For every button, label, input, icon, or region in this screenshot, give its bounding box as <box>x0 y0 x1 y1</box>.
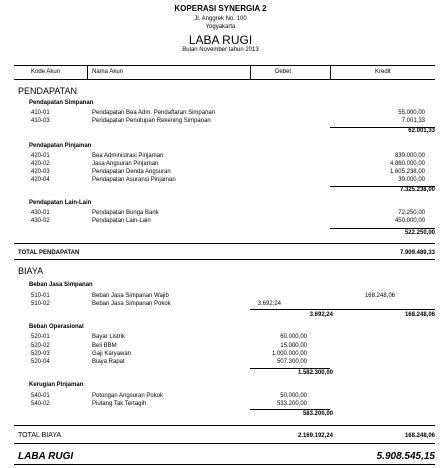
total-rule <box>14 259 435 260</box>
account-code: 420-02 <box>31 161 50 167</box>
account-name: Beban Jasa Simpanan Wajib <box>92 293 169 299</box>
total-rule <box>14 425 435 426</box>
account-name: Pendapatan Bunga Bank <box>92 210 159 216</box>
subtotal-rule <box>250 368 330 369</box>
debit-value: 533.200,00 <box>276 401 307 407</box>
credit-value: 4.860.000,00 <box>389 161 425 167</box>
group-total-credit: 168.248,06 <box>404 312 435 318</box>
account-name: Jasa Angsuran Pinjaman <box>92 161 159 167</box>
subtotal-rule <box>330 228 435 229</box>
laba-rugi-value: 5.908.545,15 <box>376 451 435 462</box>
total-biaya-credit: 168.248,06 <box>404 433 435 439</box>
report-period: Bulan November tahun 2013 <box>182 47 259 53</box>
subtotal-rule <box>250 409 330 410</box>
account-code: 420-04 <box>31 177 50 183</box>
group-title: Pendapatan Lain-Lain <box>29 200 92 206</box>
account-code: 540-02 <box>31 401 50 407</box>
account-code: 430-01 <box>31 210 50 216</box>
group-title: Beban Jasa Simpanan <box>29 282 93 288</box>
credit-value: 168.248,06 <box>364 293 395 299</box>
debit-value: 50.000,00 <box>280 393 307 399</box>
header-bottom-rule <box>14 79 435 80</box>
debit-value: 507.300,00 <box>276 359 307 365</box>
group-total: 522.250,00 <box>404 230 435 236</box>
account-name: Beli BBM <box>92 343 117 349</box>
report-title: LABA RUGI <box>188 33 253 47</box>
account-name: Pendapatan Bea Adm. Pendaftaran Simpanan <box>92 110 216 116</box>
credit-value: 30.000,00 <box>398 177 425 183</box>
account-name: Potongan Angsuran Pokok <box>92 393 164 399</box>
col-header-debit: Debet <box>275 69 292 75</box>
debit-value: 3.692,24 <box>257 301 281 307</box>
group-title: Kerugian Pinjaman <box>29 382 84 388</box>
credit-value: 72.250,00 <box>398 210 425 216</box>
account-code: 510-02 <box>31 301 50 307</box>
account-name: Pendapatan Denda Angsuran <box>92 169 171 175</box>
account-name: Gaji Karyawan <box>92 351 132 357</box>
group-total-debit: 3.692,24 <box>309 312 333 318</box>
account-code: 540-01 <box>31 393 50 399</box>
account-name: Bea Administrasi Pinjaman <box>92 153 164 159</box>
column-divider <box>87 66 88 79</box>
group-title: Beban Operasional <box>29 324 84 330</box>
col-header-credit: Kredit <box>375 69 391 75</box>
col-header-name: Nama Akun <box>92 69 124 75</box>
total-pendapatan-value: 7.909.489,33 <box>399 250 435 256</box>
section-title-biaya: BIAYA <box>18 266 44 276</box>
company-address: Jl. Anggrek No. 100 <box>194 16 247 22</box>
header-top-rule <box>14 65 435 66</box>
account-code: 410-03 <box>31 118 50 124</box>
laba-rugi-label: LABA RUGI <box>18 451 74 462</box>
account-name: Piutang Tak Tertagih <box>92 401 147 407</box>
section-title-pendapatan: PENDAPATAN <box>18 86 78 96</box>
account-name: Pendapatan Asuransi Pinjaman <box>92 177 176 183</box>
group-total: 1.582.300,00 <box>297 370 333 376</box>
account-name: Pendapatan Lain-Lain <box>92 218 151 224</box>
credit-value: 830.000,00 <box>394 153 425 159</box>
group-total: 583.200,00 <box>302 411 333 417</box>
account-code: 430-02 <box>31 218 50 224</box>
credit-value: 450.000,00 <box>394 218 425 224</box>
column-divider <box>250 66 251 79</box>
group-title: Pendapatan Pinjaman <box>29 143 92 149</box>
account-name: Pendapatan Penutupan Rekening Simpanan <box>92 118 211 124</box>
company-city: Yogyakarta <box>205 24 236 30</box>
debit-value: 1.000.000,00 <box>271 351 307 357</box>
debit-value: 15.000,00 <box>280 343 307 349</box>
account-code: 520-03 <box>31 351 50 357</box>
account-code: 510-01 <box>31 293 50 299</box>
column-divider <box>330 66 331 79</box>
account-name: Biaya Rapat <box>92 359 125 365</box>
account-name: Bayar Listrik <box>92 334 126 340</box>
account-code: 420-01 <box>31 153 50 159</box>
group-total: 62.001,33 <box>408 128 435 134</box>
company-name: KOPERASI SYNERGIA 2 <box>174 4 267 13</box>
total-biaya-debit: 2.169.192,24 <box>297 433 333 439</box>
credit-value: 55.000,00 <box>398 110 425 116</box>
subtotal-rule <box>250 309 435 310</box>
account-code: 410-01 <box>31 110 50 116</box>
credit-value: 1.605.238,00 <box>389 169 425 175</box>
total-rule <box>14 443 435 444</box>
account-code: 520-01 <box>31 334 50 340</box>
total-biaya-label: TOTAL BIAYA <box>18 432 62 439</box>
account-code: 420-03 <box>31 169 50 175</box>
credit-value: 7.001,33 <box>401 118 425 124</box>
col-header-code: Kode Akun <box>31 69 61 75</box>
total-rule <box>14 243 435 244</box>
account-code: 520-02 <box>31 343 50 349</box>
group-title: Pendapatan Simpanan <box>29 100 94 106</box>
account-code: 520-04 <box>31 359 50 365</box>
total-pendapatan-label: TOTAL PENDAPATAN <box>18 250 80 256</box>
debit-value: 60.000,00 <box>280 334 307 340</box>
group-total: 7.325.238,00 <box>399 187 435 193</box>
account-name: Beban Jasa Simpanan Pokok <box>92 301 171 307</box>
bottom-rule <box>14 464 435 465</box>
